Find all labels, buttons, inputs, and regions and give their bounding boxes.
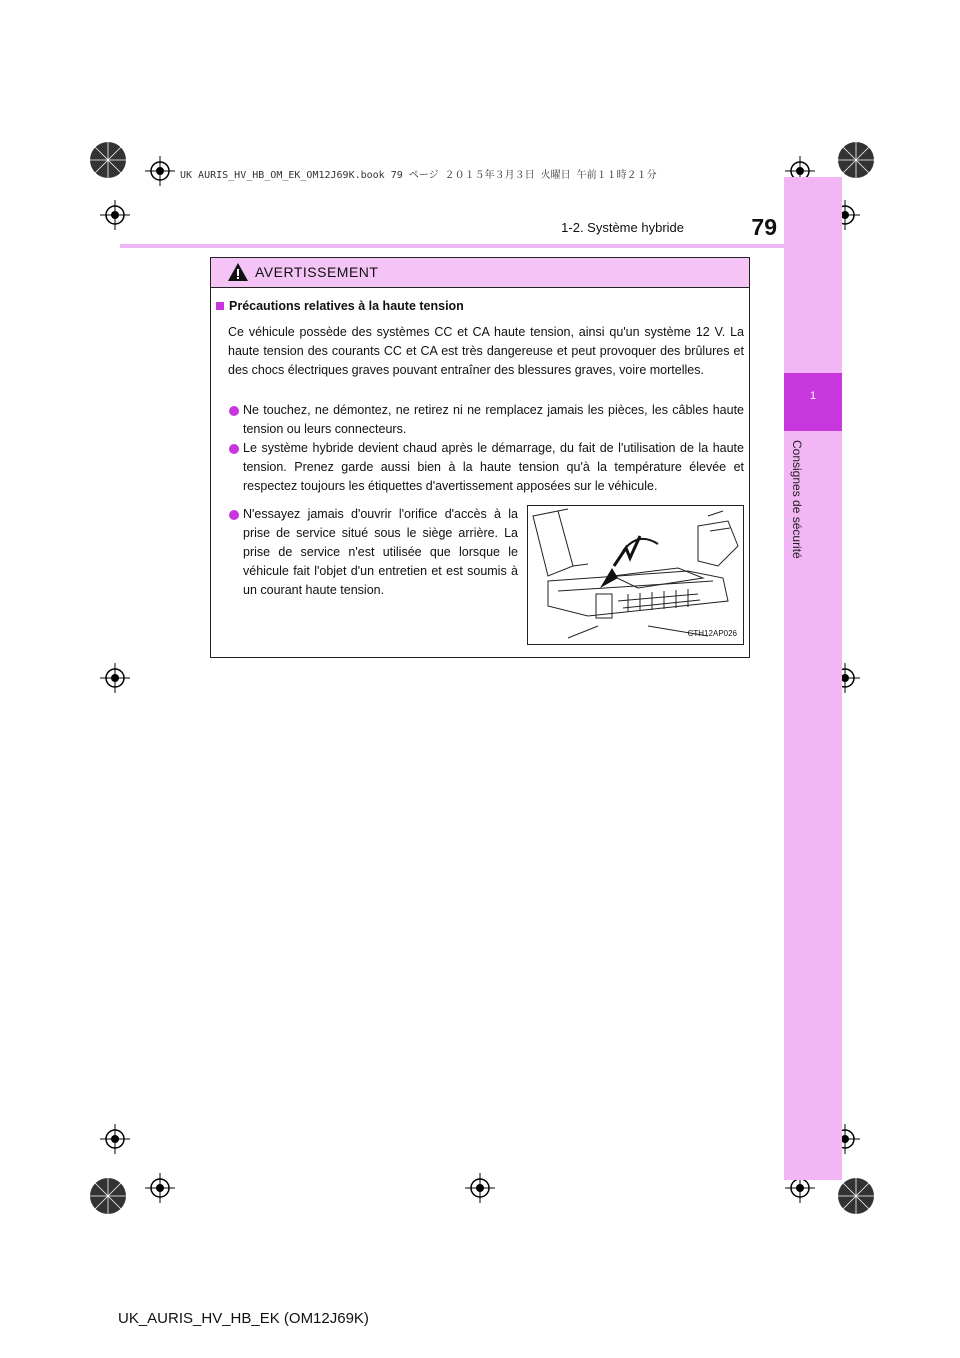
topic-heading: Précautions relatives à la haute tension [229,299,464,313]
registration-mark-icon [145,1173,175,1203]
registration-mark-icon [100,663,130,693]
warning-triangle-icon [227,262,249,282]
registration-mark-icon [100,200,130,230]
warning-header [211,258,749,288]
header-rule [120,244,785,248]
service-plug-illustration [527,505,744,645]
warning-body [211,288,749,658]
bullet-icon [229,406,239,416]
bullet-item: Le système hybride devient chaud après le démarrage, du fait de l'utilisation de la haute tension. Prenez garde aussi bien à la haute tension qu'à la température élevée et respectez toujours les étiquettes d'avertissement apposées sur le véhicule. [243,441,744,493]
registration-mark-icon [465,1173,495,1203]
bullet-item: Ne touchez, ne démontez, ne retirez ni ne remplacez jamais les pièces, les câbles haute tension ou leurs connecteurs. [243,403,744,436]
warning-box [210,257,750,658]
corner-rosette-icon [836,140,876,180]
book-file-line: UK AURIS_HV_HB_OM_EK_OM12J69K.book 79 ページ ２０１５年３月３日 火曜日 午前１１時２１分 [180,170,657,181]
topic-square-icon [216,302,224,310]
bullet-icon [229,444,239,454]
figure-code: CTH12AP026 [687,629,737,638]
manual-code: UK_AURIS_HV_HB_EK (OM12J69K) [118,1310,369,1327]
corner-rosette-icon [88,140,128,180]
registration-mark-icon [100,1124,130,1154]
rear-seat-drawing-icon [528,506,743,644]
section-title: 1-2. Système hybride [561,220,684,235]
chapter-number: 1 [809,390,817,402]
bullet-icon [229,510,239,520]
page-number: 79 [751,214,777,240]
corner-rosette-icon [88,1176,128,1216]
registration-mark-icon [145,156,175,186]
corner-rosette-icon [836,1176,876,1216]
bullet-item: N'essayez jamais d'ouvrir l'orifice d'accès à la prise de service situé sous le siège arrière. La prise de service n'est utilisée que lorsque le véhicule fait l'objet d'un entretien et est soumis à un courant haute tension. [243,507,518,597]
chapter-title: Consignes de sécurité [790,440,804,559]
intro-paragraph: Ce véhicule possède des systèmes CC et CA haute tension, ainsi qu'un système 12 V. La haute tension des courants CC et CA est très dangereuse et peut provoquer des brûlures et des chocs électriques graves pouvant entraîner des blessures graves, voire mortelles. [228,325,744,377]
warning-title: AVERTISSEMENT [255,264,379,280]
chapter-side-tab [784,177,842,1180]
